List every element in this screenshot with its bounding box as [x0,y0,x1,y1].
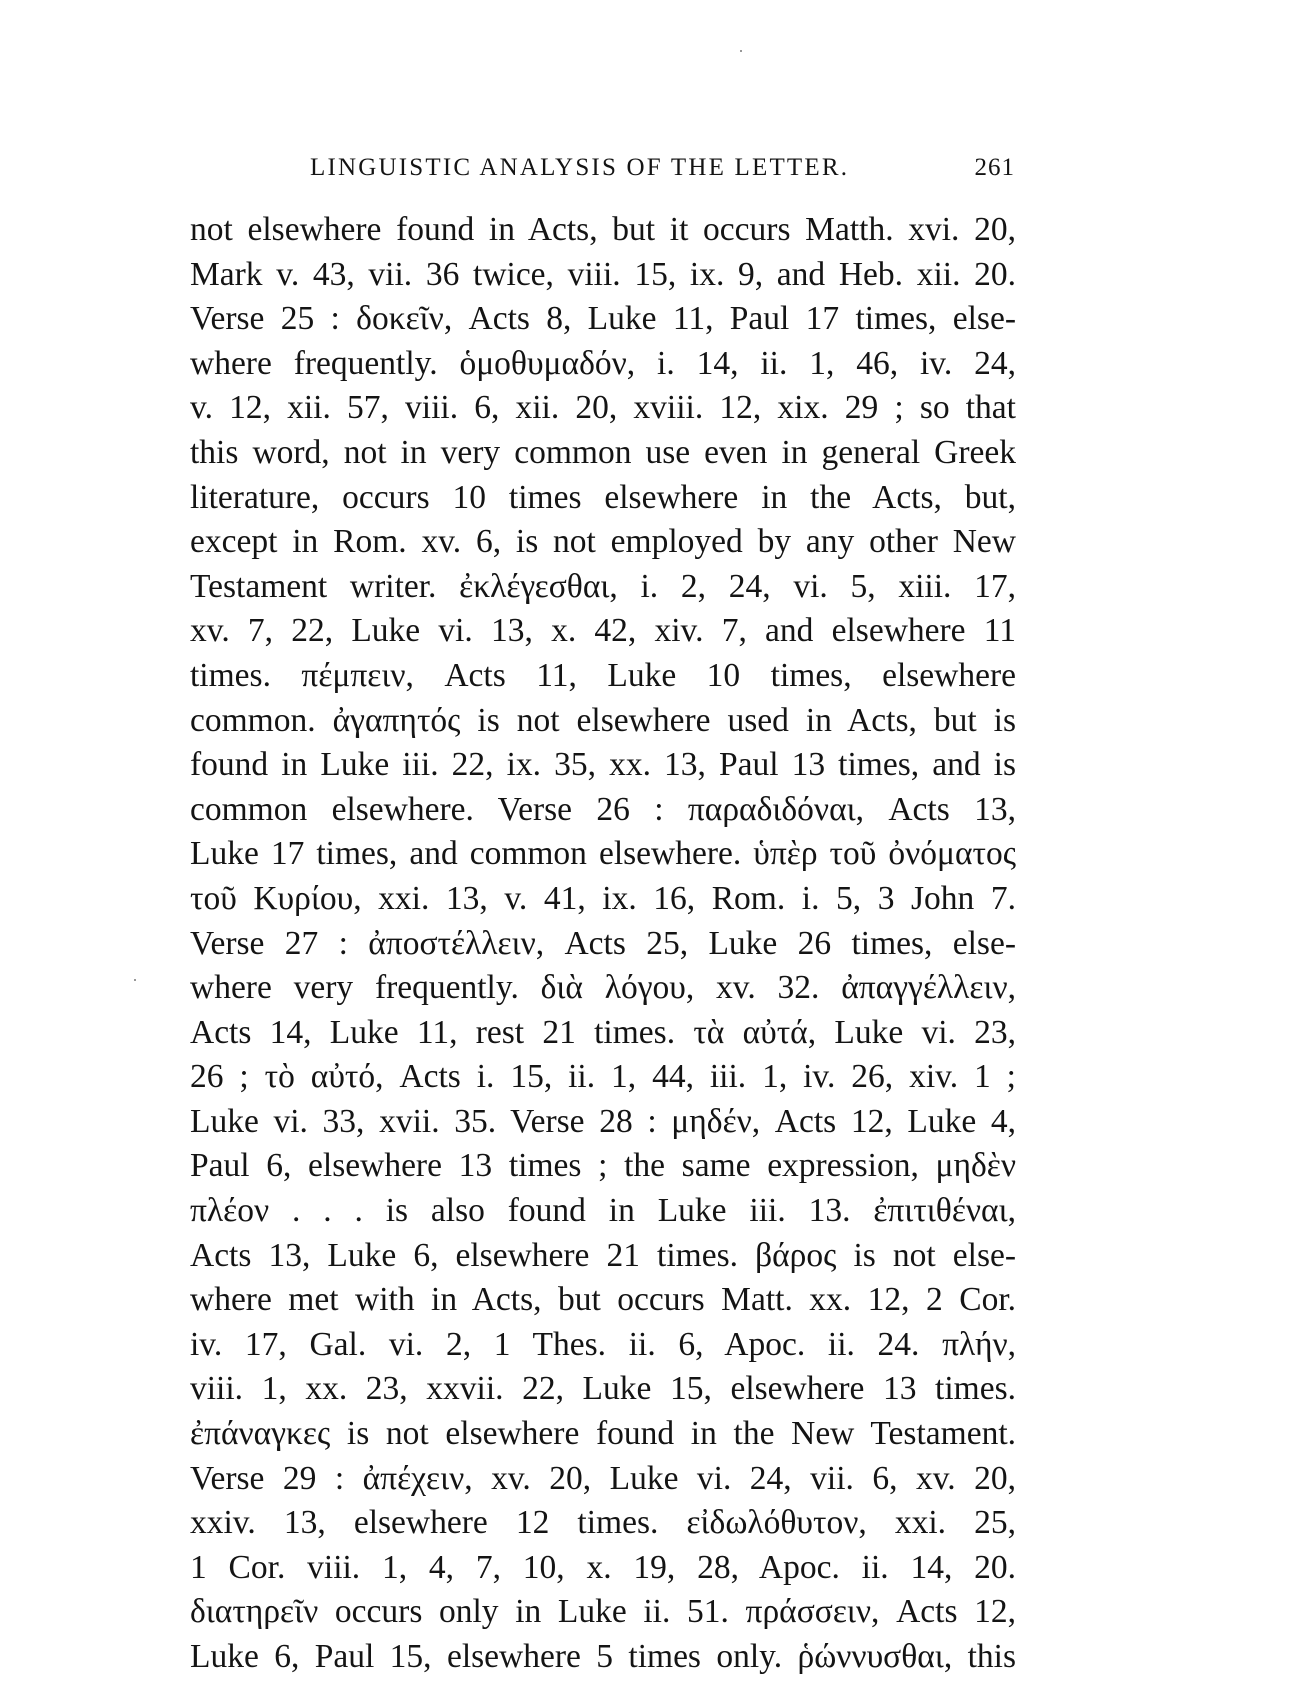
body-text [190,208,1016,1680]
text-line: where very frequently. διὰ λόγου, xv. 32. ἀπαγγέλλειν, [190,969,1016,1007]
text-line: 26 ; τὸ αὐτό, Acts i. 15, ii. 1, 44, iii. 1, iv. 26, xiv. 1 ; [190,1058,1016,1096]
text-line: not elsewhere found in Acts, but it occurs Matth. xvi. 20, [190,211,1016,248]
text-line: τοῦ Κυρίου, xxi. 13, v. 41, ix. 16, Rom. i. 5, 3 John 7. [190,879,1016,917]
paper-speck-left [134,979,136,981]
text-line: v. 12, xii. 57, viii. 6, xii. 20, xviii. 12, xix. 29 ; so that [190,389,1016,427]
text-line: Paul 6, elsewhere 13 times ; the same expression, μηδὲν [190,1147,1016,1185]
text-line: πλέον . . . is also found in Luke iii. 13. ἐπιτιθέναι, [190,1192,1016,1230]
text-line: xv. 7, 22, Luke vi. 13, x. 42, xiv. 7, and elsewhere 11 [190,612,1016,650]
text-line: except in Rom. xv. 6, is not employed by any other New [190,523,1016,561]
text-line: Luke 6, Paul 15, elsewhere 5 times only. ῥώννυσθαι, this [190,1638,1016,1675]
text-line: iv. 17, Gal. vi. 2, 1 Thes. ii. 6, Apoc. ii. 24. πλήν, [190,1325,1016,1363]
page-number: 261 [974,154,1015,181]
text-line: Luke 17 times, and common elsewhere. ὑπὲρ τοῦ ὀνόματος [190,835,1016,873]
text-line: common. ἀγαπητός is not elsewhere used in Acts, but is [190,701,1016,739]
text-line: Verse 27 : ἀποστέλλειν, Acts 25, Luke 26 times, else- [190,924,1016,962]
running-title: LINGUISTIC ANALYSIS OF THE LETTER. [310,154,850,181]
text-line: Verse 29 : ἀπέχειν, xv. 20, Luke vi. 24, vii. 6, xv. 20, [190,1459,1016,1497]
text-line: xxiv. 13, elsewhere 12 times. εἰδωλόθυτον, xxi. 25, [190,1504,1016,1542]
text-line: viii. 1, xx. 23, xxvii. 22, Luke 15, elsewhere 13 times. [190,1370,1016,1408]
text-line: Acts 13, Luke 6, elsewhere 21 times. βάρος is not else- [190,1236,1016,1274]
paper-speck-top [740,50,742,52]
text-line: Acts 14, Luke 11, rest 21 times. τὰ αὐτά, Luke vi. 23, [190,1013,1016,1051]
text-line: ἐπάναγκες is not elsewhere found in the New Testament. [190,1415,1016,1453]
text-line: found in Luke iii. 22, ix. 35, xx. 13, Paul 13 times, and is [190,746,1016,784]
text-line: where frequently. ὁμοθυμαδόν, i. 14, ii. 1, 46, iv. 24, [190,344,1016,382]
text-line: times. πέμπειν, Acts 11, Luke 10 times, elsewhere [190,656,1016,694]
text-line: Verse 25 : δοκεῖν, Acts 8, Luke 11, Paul 17 times, else- [190,300,1016,338]
text-line: 1 Cor. viii. 1, 4, 7, 10, x. 19, 28, Apoc. ii. 14, 20. [190,1548,1016,1586]
text-line: literature, occurs 10 times elsewhere in the Acts, but, [190,478,1016,516]
text-line: where met with in Acts, but occurs Matt. xx. 12, 2 Cor. [190,1281,1016,1319]
running-head [310,154,1015,190]
text-line: Luke vi. 33, xvii. 35. Verse 28 : μηδέν, Acts 12, Luke 4, [190,1102,1016,1140]
text-line: this word, not in very common use even in general Greek [190,433,1016,471]
text-line: common elsewhere. Verse 26 : παραδιδόναι, Acts 13, [190,790,1016,828]
text-line: Testament writer. ἐκλέγεσθαι, i. 2, 24, vi. 5, xiii. 17, [190,567,1016,605]
text-line: διατηρεῖν occurs only in Luke ii. 51. πράσσειν, Acts 12, [190,1593,1016,1631]
text-line: Mark v. 43, vii. 36 twice, viii. 15, ix. 9, and Heb. xii. 20. [190,255,1016,293]
